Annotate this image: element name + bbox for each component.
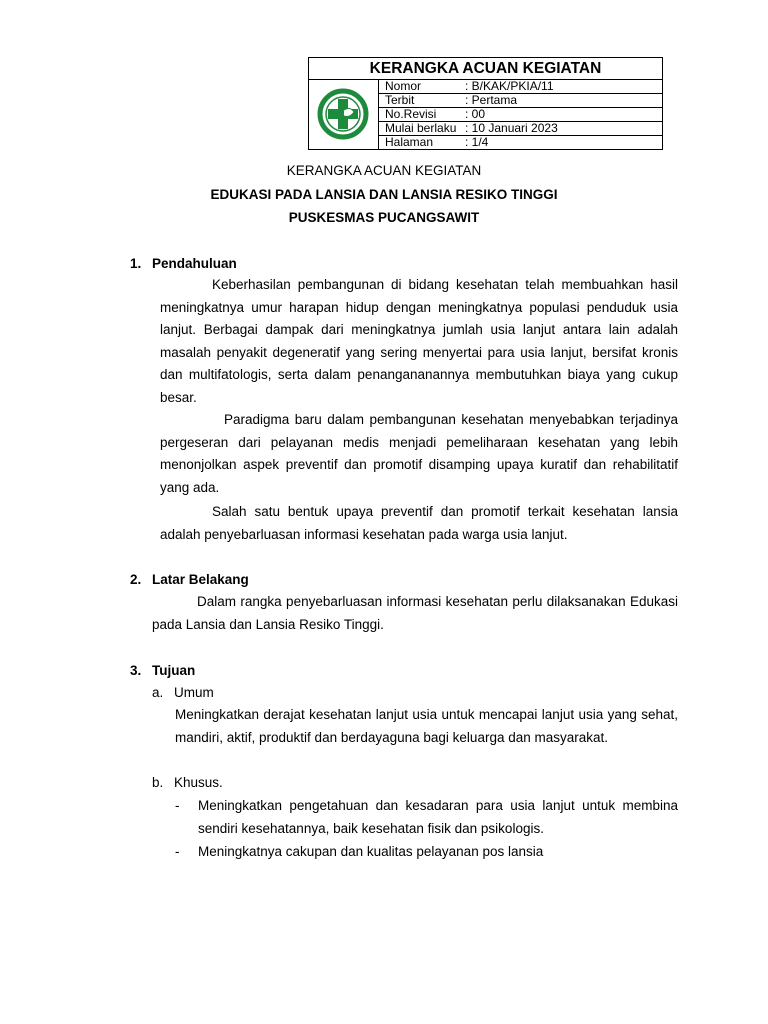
header-info-rows: [379, 80, 662, 149]
header-title: KERANGKA ACUAN KEGIATAN: [309, 58, 662, 80]
list-item: - Meningkatkan pengetahuan dan kesadaran para usia lanjut untuk membina sendiri kesehatannya, baik kesehatan fisik dan psikologis.: [175, 798, 678, 836]
paragraph: Keberhasilan pembangunan di bidang kesehatan telah membuahkan hasil meningkatnya umur harapan hidup dengan meningkatnya populasi penduduk usia lanjut. Berbagai dampak dari meningkatnya jumlah usia lanjut antara lain adalah masalah penyakit degeneratif yang sering menyertai para usia lanjut, bersifat kronis dan multifatologis, serta dalam penangananannya membutuhkan biaya yang cukup besar.: [160, 277, 678, 405]
doc-organization: PUSKESMAS PUCANGSAWIT: [288, 210, 480, 225]
paragraph: Meningkatkan derajat kesehatan lanjut usia untuk mencapai lanjut usia yang sehat, mandiri, aktif, produktif dan berdayaguna bagi keluarga dan masyarakat.: [175, 707, 678, 745]
header-row-mulai-berlaku: Mulai berlaku : 10 Januari 2023: [379, 122, 662, 136]
header-row-revisi: No.Revisi : 00: [379, 108, 662, 122]
list-item: - Meningkatnya cakupan dan kualitas pelayanan pos lansia: [175, 844, 544, 859]
paragraph: Dalam rangka penyebarluasan informasi kesehatan perlu dilaksanakan Edukasi pada Lansia dan Lansia Resiko Tinggi.: [152, 594, 678, 632]
doc-title: KERANGKA ACUAN KEGIATAN: [286, 163, 482, 178]
section-heading-latar-belakang: 2. Latar Belakang: [130, 572, 249, 587]
header-row-terbit: Terbit : Pertama: [379, 94, 662, 108]
section-heading-tujuan: 3. Tujuan: [130, 663, 196, 678]
header-row-halaman: Halaman : 1/4: [385, 135, 489, 149]
section-heading-pendahuluan: 1. Pendahuluan: [130, 256, 237, 271]
header-row-nomor: Nomor : B/KAK/PKIA/11: [379, 80, 662, 94]
paragraph: Paradigma baru dalam pembangunan kesehatan menyebabkan terjadinya pergeseran dari pelayanan medis menjadi pemeliharaan kesehatan yang lebih menonjolkan aspek preventif dan promotif disamping upaya kuratif dan rehabilitatif yang ada.: [160, 412, 678, 495]
doc-subtitle: EDUKASI PADA LANSIA DAN LANSIA RESIKO TINGGI: [210, 187, 558, 202]
paragraph: Salah satu bentuk upaya preventif dan promotif terkait kesehatan lansia adalah penyebarluasan informasi kesehatan pada warga usia lanjut.: [160, 504, 678, 542]
puskesmas-logo-icon: [309, 80, 379, 150]
subsection-khusus: b. Khusus.: [152, 775, 223, 790]
document-header-table: [308, 57, 663, 150]
subsection-umum: a. Umum: [152, 685, 214, 700]
